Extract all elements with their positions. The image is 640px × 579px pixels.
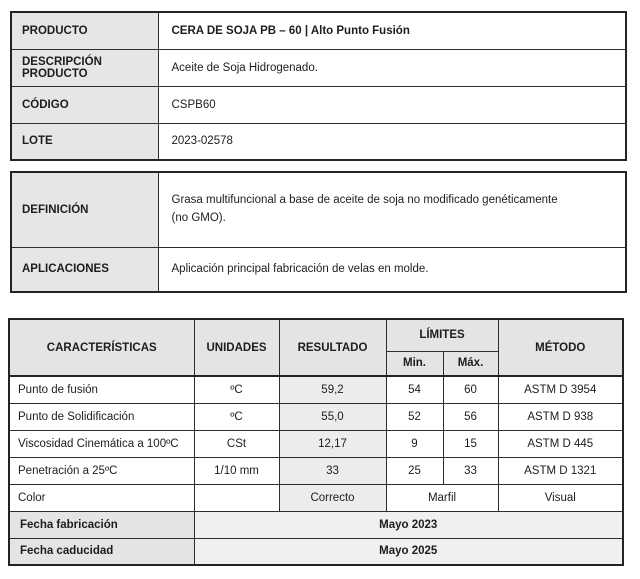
table-row <box>11 123 626 160</box>
spec-header-limites: LÍMITES <box>386 319 498 351</box>
table-row <box>11 12 626 49</box>
spec-header-max: Máx. <box>443 351 498 376</box>
info-label-lote: LOTE <box>11 123 158 160</box>
table-row <box>9 511 623 538</box>
spec-footer-value-caducidad: Mayo 2025 <box>194 538 623 565</box>
table-row <box>11 247 626 292</box>
spec-cell-max: 60 <box>443 376 498 403</box>
spec-header-metodo: MÉTODO <box>498 319 623 376</box>
spec-cell-metodo: Visual <box>498 484 623 511</box>
spec-cell-min: 9 <box>386 430 443 457</box>
spec-cell-unidad: ºC <box>194 376 279 403</box>
info-label-descripcion: DESCRIPCIÓN PRODUCTO <box>11 49 158 86</box>
spec-cell-limites-span: Marfil <box>386 484 498 511</box>
info-label-producto: PRODUCTO <box>11 12 158 49</box>
spec-cell-metodo: ASTM D 3954 <box>498 376 623 403</box>
info-label-codigo: CÓDIGO <box>11 86 158 123</box>
spec-footer-label-fabricacion: Fecha fabricación <box>9 511 194 538</box>
spec-cell-resultado: 12,17 <box>279 430 386 457</box>
table-row <box>9 403 623 430</box>
spec-cell-unidad: CSt <box>194 430 279 457</box>
spec-cell-unidad: 1/10 mm <box>194 457 279 484</box>
spec-header-min: Min. <box>386 351 443 376</box>
spec-header-caracteristicas: CARACTERÍSTICAS <box>9 319 194 376</box>
spec-header-unidades: UNIDADES <box>194 319 279 376</box>
info-value-lote: 2023-02578 <box>158 123 626 160</box>
spec-cell-name: Punto de fusión <box>9 376 194 403</box>
table-row <box>9 484 623 511</box>
spec-cell-resultado: 59,2 <box>279 376 386 403</box>
table-row <box>11 49 626 86</box>
spec-cell-metodo: ASTM D 445 <box>498 430 623 457</box>
spec-cell-name: Color <box>9 484 194 511</box>
spec-cell-min: 52 <box>386 403 443 430</box>
spec-cell-metodo: ASTM D 938 <box>498 403 623 430</box>
spec-cell-name: Penetración a 25ºC <box>9 457 194 484</box>
definition-table <box>10 171 627 293</box>
detail-label-definicion: DEFINICIÓN <box>11 172 158 247</box>
spec-cell-resultado: 55,0 <box>279 403 386 430</box>
info-value-codigo: CSPB60 <box>158 86 626 123</box>
spec-cell-min: 25 <box>386 457 443 484</box>
spec-table-header <box>9 319 623 376</box>
table-row <box>9 376 623 403</box>
spec-cell-min: 54 <box>386 376 443 403</box>
spec-footer-label-caducidad: Fecha caducidad <box>9 538 194 565</box>
table-row <box>9 538 623 565</box>
spec-cell-max: 33 <box>443 457 498 484</box>
spec-cell-max: 15 <box>443 430 498 457</box>
spec-footer-value-fabricacion: Mayo 2023 <box>194 511 623 538</box>
detail-value-definicion <box>158 172 626 247</box>
spec-header-resultado: RESULTADO <box>279 319 386 376</box>
table-row <box>9 430 623 457</box>
spec-cell-max: 56 <box>443 403 498 430</box>
detail-value-aplicaciones: Aplicación principal fabricación de velas en molde. <box>158 247 626 292</box>
product-info-table <box>10 11 627 161</box>
detail-label-aplicaciones: APLICACIONES <box>11 247 158 292</box>
info-value-descripcion: Aceite de Soja Hidrogenado. <box>158 49 626 86</box>
spec-cell-metodo: ASTM D 1321 <box>498 457 623 484</box>
spec-cell-resultado: 33 <box>279 457 386 484</box>
table-row <box>9 319 623 351</box>
definition-line-1: Grasa multifuncional a base de aceite de soja no modificado genéticamente <box>171 193 558 206</box>
spec-table <box>8 318 624 566</box>
spec-cell-name: Viscosidad Cinemática a 100ºC <box>9 430 194 457</box>
spec-cell-unidad: ºC <box>194 403 279 430</box>
spec-table-body <box>9 376 623 565</box>
spec-cell-name: Punto de Solidificación <box>9 403 194 430</box>
info-value-producto: CERA DE SOJA PB – 60 | Alto Punto Fusión <box>158 12 626 49</box>
spec-cell-unidad-empty <box>194 484 279 511</box>
spec-cell-resultado: Correcto <box>279 484 386 511</box>
definition-line-2: (no GMO). <box>171 211 226 224</box>
table-row <box>11 172 626 247</box>
table-row <box>11 86 626 123</box>
table-row <box>9 457 623 484</box>
